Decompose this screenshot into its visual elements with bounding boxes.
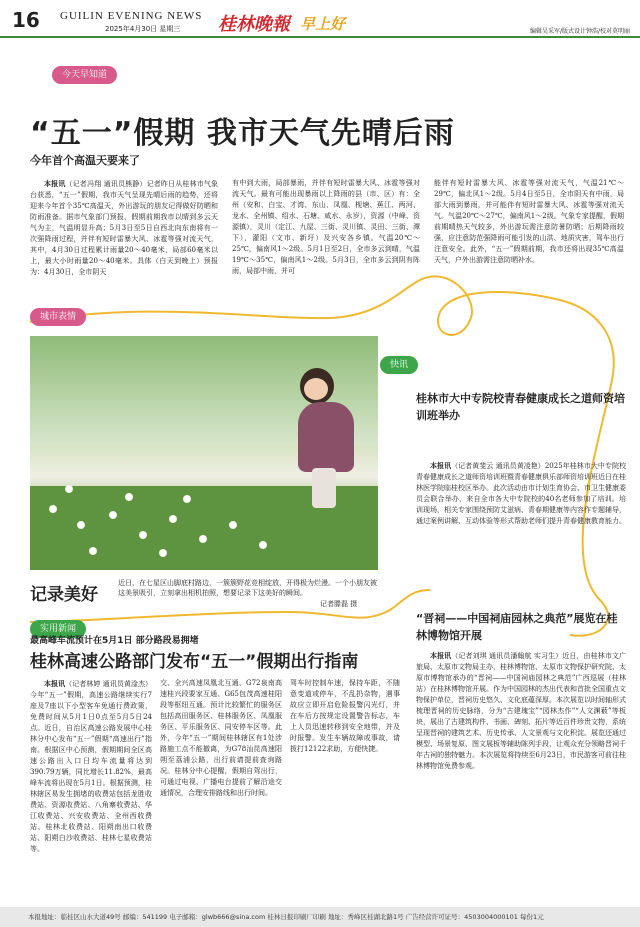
paper-name-en: GUILIN EVENING NEWS [60, 10, 203, 22]
page-footer: 本报地址：临桂区山水大道49号 邮编：541199 电子邮箱：glwb666@sina.com 桂林日报印刷厂印刷 地址：秀峰区桂湖北路1号 广告经营许可证号：4503004000101 每份1元 [0, 907, 640, 927]
weather-column-1: 本报讯（记者冯翔 通讯员熊静）记者昨日从桂林市气象台获悉，“五一”假期，我市天气呈现先晴后雨的趋势，还将迎来今年首个35℃高温天，外出游玩的朋友记得做好防晒和防雨准备。据市气象部门预报，假期前期我市以晴到多云天气为主，气温明显升高；5月3日至5日自西北向东南将有一次强降雨过程，并伴有短时雷暴大风、冰雹等强对流天气，其中，4月30日过程累计雨量20～40毫米，局部60毫米以上，最大小时雨量20～40毫米。具体（白天到晚上）预报为：4月30日，全市阴天 [30, 179, 219, 276]
issue-date: 2025年4月30日 星期三 [105, 25, 181, 33]
column-logo: 早上好 [300, 15, 346, 33]
page-number: 16 [12, 8, 40, 32]
subheadline-weather: 今年首个高温天要来了 [30, 154, 140, 167]
tag-quick: 快讯 [380, 356, 418, 374]
editor-credits: 编辑吴采军/版式设计钟浩/校对莫明丽 [529, 28, 630, 35]
headline-training: 桂林市大中专院校青春健康成长之道师资培训班举办 [416, 392, 625, 422]
masthead [0, 0, 640, 38]
weather-column-2: 有中到大雨，局部暴雨，并伴有短时雷暴大风、冰雹等强对流天气。最有可能出现暴雨以上降雨的县（市、区）有：全州（安和、白宝、才湾、东山、凤凰、枧塘、蕉江、两河、龙水、全州镇、绍水、石塘、咸水、永岁），资源（中峰、资源镇），灵川（定江、九屋、三街、灵川镇、灵田、三街、潭下），灌阳（文市、新圩）及兴安各乡镇。气温20℃～25℃，偏南风1～2级。5月1日至2日，全市多云到晴，气温19℃～35℃，偏南风1～2级。5月3日，全市多云到阴有阵雨，局部中雨，并可 [232, 179, 420, 275]
training-article: 本报讯（记者黄斐云 通讯员黄凌艳）2025年桂林市大中专院校青春健康成长之道师资培训班暨青春健康俱乐部师资培训班近日在桂林医学院临桂校区举办。此次活动由市计划生育协会、市卫生健康委员会联合举办，来自全市各大中专院校的40名老师参加了培训。培训现场，相关专家围绕预防艾滋病、青春期健康等内容作专题辅导，通过案例讲解、互动体验等形式帮助老师们提升青春健康教育能力。 [416, 461, 626, 525]
traffic-pretitle: 最高峰车流预计在5月1日 部分路段易拥堵 [30, 636, 199, 646]
weather-column-3: 能伴有短时雷暴大风、冰雹等强对流天气，气温21℃～29℃，偏北风1～2级。5月4日至5日，全市阴天有中雨，局部大雨到暴雨，并可能伴有短时雷暴大风、冰雹等强对流天气。气温20℃～27℃，偏南风1～2级。气象专家提醒，假期前期晴热天气较多，外出游玩需注意防暑防晒；后期降雨较强，应注意防范强降雨可能引发的山洪、地质灾害，驾车出行注意安全。此外，“五一”假期前期，我市还将出现35℃高温天气，户外出游需注意防晒补水。 [434, 179, 624, 264]
photo-girl-flowers [30, 336, 378, 570]
traffic-column-1: 本报讯（记者林婷 通讯员黄淦杰）今年“五一”假期，高速公路继续实行7座及7座以下小型客车免通行费政策，免费时间从5月1日0点至5月5日24点。近日，自治区高速公路发展中心桂林分中心发布“五一”假期“高速出行”指南。根据区中心预测，假期期间全区高速公路出入口日均车流量将达到390.79万辆，同比增长11.82%，最高峰车流将出现在5月1日。根据预测，桂林辖区易发生拥堵的收费站包括龙胜收费站、资源收费站、八角寨收费站、华江收费站、兴安收费站、全州西收费站、桂林北收费站、阳朔南出口收费站、阳朔白沙收费站、桂林七星收费站等。 [30, 679, 152, 853]
headline-weather: “五一”假期 我市天气先晴后雨 [30, 116, 455, 151]
exhibition-article: 本报讯（记者刘琪 通讯员潘翰航 实习生）近日，由桂林市文广旅局、太原市文物局主办，桂林博物馆、太原市文物保护研究院、太原市博物馆承办的“晋祠——中国祠庙园林之典范”广西巡展（桂林站）在桂林博物馆开展。作为中国园林的杰出代表和首批全国重点文物保护单位，晋祠历史悠久、文化底蕴深厚。本次展览以时间轴形式梳理晋祠的历史脉络，分为“古建瑰宝”“园林杰作”“人文渊薮”等板块，展出了古建筑构件、书画、碑刻、拓片等近百件珍贵文物，系统呈现晋祠的建筑艺术、历史传承、人文景观与文化积淀。展览还通过模型、场景复原、图文展板等辅助陈列手段，让观众充分领略晋祠千年古祠的独特魅力。本次展览将持续至6月23日，市民游客可前往桂林博物馆免费参观。 [416, 651, 627, 770]
traffic-column-3: 驾车时控制车速，保持车距，不随意变道或停车，不乱扔杂物，遇事故应立即开启危险报警闪光灯，并在车后方按规定设置警告标志，车上人员迅速转移到安全地带，并及时报警。发生车辆故障或事故，请拨打12122求助，方便快捷。 [290, 679, 400, 753]
photo-credit: 记者滕磊 摄 [320, 600, 358, 608]
photo-caption: 近日，在七星区山脚底村路边，一簇簇野花竞相绽放，开得极为烂漫。一个小朋友被这美景吸引，立刻拿出相机拍照，想要记录下这美好的瞬间。 [118, 579, 377, 597]
photo-heading: 记录美好 [30, 585, 98, 605]
paper-logo: 桂林晚報 [218, 14, 290, 35]
tag-today: 今天早知道 [52, 66, 117, 84]
headline-exhibition: “晋祠——中国祠庙园林之典范”展览在桂林博物馆开展 [416, 612, 618, 642]
tag-news: 实用新闻 [30, 620, 86, 638]
headline-traffic: 桂林高速公路部门发布“五一”假期出行指南 [30, 652, 359, 672]
tag-city: 城市表情 [30, 308, 86, 326]
traffic-column-2: 交、全兴高速凤凰北互通、G72泉南高速桂兴段要家互通、G65包茂高速桂阳段等枢纽互通。预计比较繁忙的服务区包括高田服务区、桂林服务区、凤凰服务区、平乐服务区、同安停车区等。此外，今年“五一”期间桂林辖区有1处涉路施工点不能撤离，为G78汕昆高速阳朔至荔浦公路，出行前请提前查询路况。桂林分中心提醒，假期自驾出行，可通过电视、广播电台提前了解沿途交通情况，合理安排路线和出行时间。 [160, 679, 282, 797]
